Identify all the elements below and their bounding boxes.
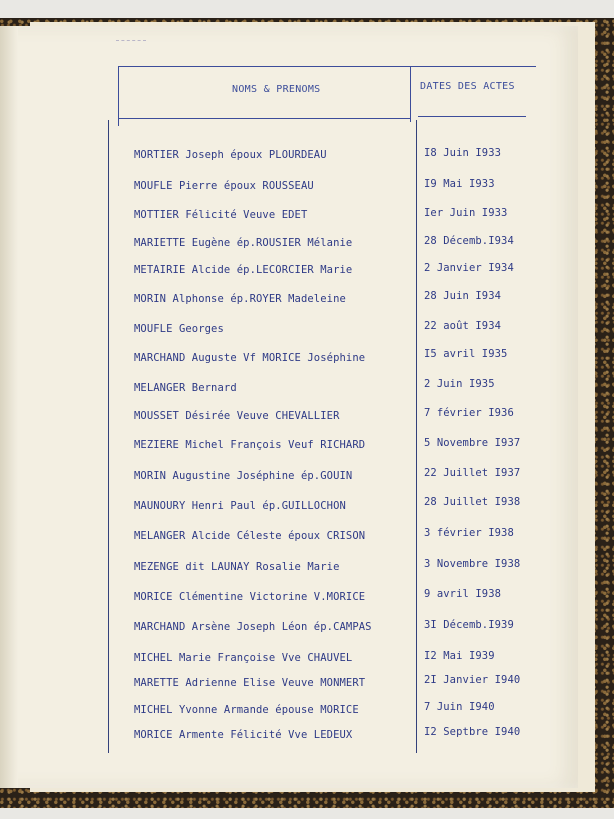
- table-row: [0, 726, 578, 743]
- table-row: [0, 621, 578, 635]
- entry-name: MORIN Augustine Joséphine ép.GOUIN: [134, 470, 353, 482]
- table-row: [0, 264, 578, 278]
- table-row: [0, 588, 578, 605]
- header-left-rule: [118, 66, 119, 126]
- table-row: [0, 180, 578, 194]
- entry-date: 2 Juin I935: [424, 378, 495, 390]
- entry-name: MORICE Clémentine Victorine V.MORICE: [134, 591, 366, 603]
- names-underline: [118, 118, 410, 119]
- entry-date: 3I Décemb.I939: [424, 619, 514, 631]
- faint-mark: [116, 40, 146, 41]
- names-column-header: NOMS & PRENOMS: [232, 84, 321, 95]
- table-row: [0, 652, 578, 666]
- entry-name: MORIN Alphonse ép.ROYER Madeleine: [134, 293, 346, 305]
- entry-name: MOUSSET Désirée Veuve CHEVALLIER: [134, 410, 340, 422]
- table-row: [0, 237, 578, 251]
- entry-name: MICHEL Yvonne Armande épouse MORICE: [134, 704, 359, 716]
- entry-date: 9 avril I938: [424, 588, 502, 600]
- entry-name: MORICE Armente Félicité Vve LEDEUX: [134, 729, 353, 741]
- entry-name: MELANGER Alcide Céleste époux CRISON: [134, 530, 366, 542]
- entry-name: MAUNOURY Henri Paul ép.GUILLOCHON: [134, 500, 346, 512]
- entry-date: Ier Juin I933: [424, 207, 508, 219]
- table-row: [0, 290, 578, 307]
- entry-name: MARCHAND Auguste Vf MORICE Joséphine: [134, 352, 366, 364]
- table-row: [0, 149, 578, 163]
- table-row: [0, 407, 578, 424]
- table-row: [0, 674, 578, 691]
- entry-date: 22 Juillet I937: [424, 467, 521, 479]
- page-fold: [0, 26, 18, 788]
- entry-date: 28 Décemb.I934: [424, 235, 514, 247]
- entry-name: MEZIERE Michel François Veuf RICHARD: [134, 439, 366, 451]
- entry-date: 2 Janvier I934: [424, 262, 514, 274]
- entry-name: MARCHAND Arsène Joseph Léon ép.CAMPAS: [134, 621, 372, 633]
- entry-date: 28 Juin I934: [424, 290, 502, 302]
- entry-name: MICHEL Marie Françoise Vve CHAUVEL: [134, 652, 353, 664]
- table-row: [0, 701, 578, 718]
- table-row: [0, 348, 578, 366]
- entry-date: I9 Mai I933: [424, 178, 495, 190]
- entry-date: I5 avril I935: [424, 348, 508, 360]
- entry-name: MOUFLE Georges: [134, 323, 224, 335]
- table-row: [0, 320, 578, 337]
- header-divider-rule: [410, 66, 411, 122]
- table-row: [0, 527, 578, 544]
- entry-name: MORTIER Joseph époux PLOURDEAU: [134, 149, 327, 161]
- entry-name: MOTTIER Félicité Veuve EDET: [134, 209, 308, 221]
- entry-date: I2 Mai I939: [424, 650, 495, 662]
- entry-date: 2I Janvier I940: [424, 674, 521, 686]
- entry-date: 5 Novembre I937: [424, 437, 521, 449]
- entry-name: MEZENGE dit LAUNAY Rosalie Marie: [134, 561, 340, 573]
- entry-date: 28 Juillet I938: [424, 496, 521, 508]
- entry-name: METAIRIE Alcide ép.LECORCIER Marie: [134, 264, 353, 276]
- entry-date: 3 février I938: [424, 527, 514, 539]
- entry-name: MELANGER Bernard: [134, 382, 237, 394]
- entry-name: MARETTE Adrienne Elise Veuve MONMERT: [134, 677, 366, 689]
- table-row: [0, 378, 578, 396]
- dates-column-header: DATES DES ACTES: [420, 81, 515, 92]
- entry-date: 7 février I936: [424, 407, 514, 419]
- table-row: [0, 558, 578, 575]
- dates-underline: [418, 116, 526, 117]
- entry-date: 3 Novembre I938: [424, 558, 521, 570]
- entry-name: MOUFLE Pierre époux ROUSSEAU: [134, 180, 314, 192]
- entry-date: I2 Septbre I940: [424, 726, 521, 738]
- entry-date: 22 août I934: [424, 320, 502, 332]
- table-row: [0, 496, 578, 514]
- entry-name: MARIETTE Eugène ép.ROUSIER Mélanie: [134, 237, 353, 249]
- header-top-rule: [118, 66, 536, 67]
- table-row: [0, 209, 578, 223]
- entry-date: I8 Juin I933: [424, 147, 502, 159]
- table-row: [0, 439, 578, 453]
- entry-date: 7 Juin I940: [424, 701, 495, 713]
- table-row: [0, 467, 578, 484]
